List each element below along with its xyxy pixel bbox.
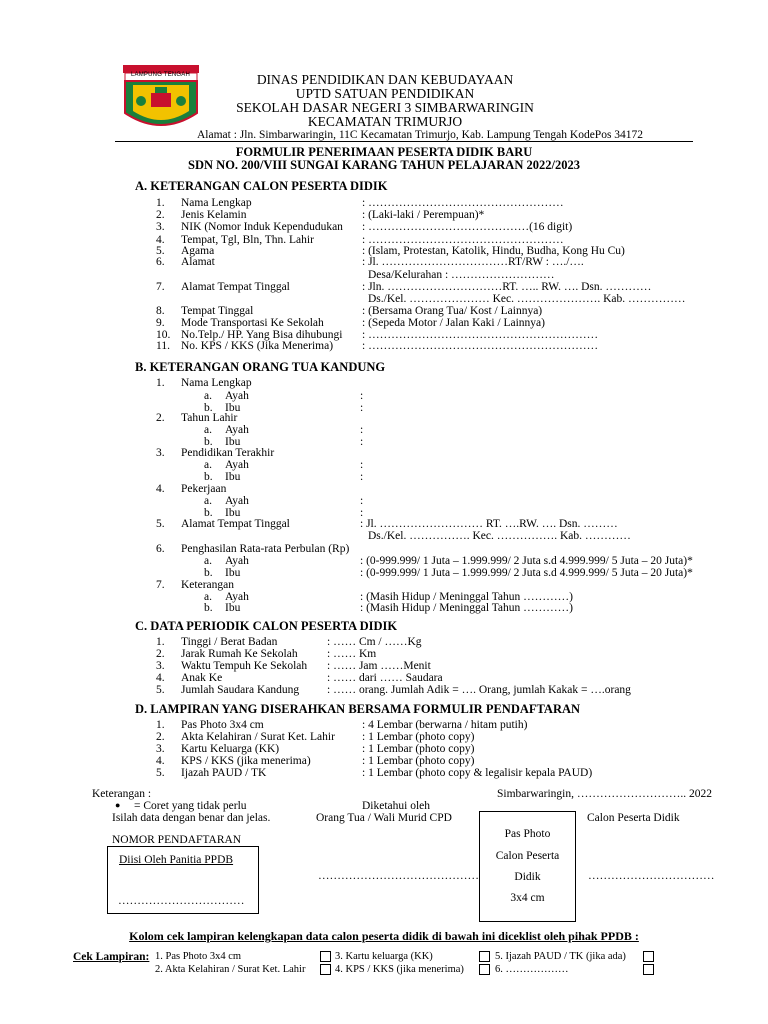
check-item-2-label: 2. Akta Kelahiran / Surat Ket. Lahir (155, 964, 306, 975)
row-value[interactable]: : 1 Lembar (photo copy) (362, 743, 475, 755)
logo-text: LAMPUNG TENGAH (131, 72, 191, 78)
row-number: 6. (156, 543, 165, 555)
row-label: Tempat Tinggal (181, 305, 254, 317)
footer-isilah: Isilah data dengan benar dan jelas. (112, 812, 271, 824)
row-value[interactable]: : …………………………………………………… (362, 329, 599, 341)
row-value[interactable]: : (0-999.999/ 1 Juta – 1.999.999/ 2 Juta s.d 4.999.999/ 5 Juta – 20 Juta)* (360, 555, 693, 567)
section-c-heading: C. DATA PERIODIK CALON PESERTA DIDIK (135, 619, 398, 633)
row-label: Tinggi / Berat Badan (181, 636, 278, 648)
row-label: Pendidikan Terakhir (181, 447, 275, 459)
form-subtitle: SDN NO. 200/VIII SUNGAI KARANG TAHUN PELAJARAN 2022/2023 (188, 158, 580, 172)
ortu-sign-line: …………………………………… (318, 870, 479, 882)
row-label: NIK (Nomor Induk Kependudukan (181, 221, 343, 233)
row-number: 1. (156, 719, 165, 731)
row-sub-letter: a. (204, 555, 212, 567)
photo-line-4: 3x4 cm (510, 892, 545, 904)
row-number: 4. (156, 755, 165, 767)
row-number: 2. (156, 731, 165, 743)
row-number: 5. (156, 767, 165, 779)
row-value[interactable]: : (Islam, Protestan, Katolik, Hindu, Budha, Kong Hu Cu) (362, 245, 625, 257)
row-sub-letter: a. (204, 424, 212, 436)
row-number: 5. (156, 684, 165, 696)
cek-lampiran-label: Cek Lampiran: (73, 951, 150, 963)
row-label: Ayah (225, 495, 249, 507)
row-sub-letter: b. (204, 602, 213, 614)
row-value[interactable]: : (360, 436, 364, 448)
row-label: Ayah (225, 424, 249, 436)
row-number: 11. (156, 340, 170, 352)
row-sub-letter: b. (204, 507, 213, 519)
row-value[interactable]: Ds./Kel. ……………. Kec. ……………. Kab. ………… (368, 530, 631, 542)
row-sub-letter: b. (204, 567, 213, 579)
row-value[interactable]: : …… dari …… Saudara (327, 672, 443, 684)
row-value[interactable]: : (360, 471, 364, 483)
row-label: Ibu (225, 436, 241, 448)
footer-orang-tua: Orang Tua / Wali Murid CPD (316, 812, 452, 824)
row-label: Pas Photo 3x4 cm (181, 719, 264, 731)
diisi-panitia-label: Diisi Oleh Panitia PPDB (119, 854, 234, 866)
row-label: Nama Lengkap (181, 377, 252, 389)
row-number: 3. (156, 447, 165, 459)
header-line-1: DINAS PENDIDIKAN DAN KEBUDAYAAN (256, 72, 514, 87)
row-value[interactable]: : (Masih Hidup / Meninggal Tahun …………) (360, 602, 573, 614)
row-number: 3. (156, 660, 165, 672)
row-label: Tahun Lahir (181, 412, 238, 424)
row-value[interactable]: : 4 Lembar (berwarna / hitam putih) (362, 719, 528, 731)
row-value[interactable]: Ds./Kel. ………………… Kec. …………………. Kab. …………… (368, 293, 686, 305)
row-value[interactable]: : …… orang. Jumlah Adik = …. Orang, jumlah Kakak = ….orang (327, 684, 631, 696)
row-value[interactable]: : …… Km (327, 648, 377, 660)
row-value[interactable]: : Jln. …………………………RT. ….. RW. …. Dsn. ………… (362, 281, 652, 293)
row-label: Jarak Rumah Ke Sekolah (181, 648, 298, 660)
row-number: 7. (156, 579, 165, 591)
row-number: 3. (156, 221, 165, 233)
row-number: 7. (156, 281, 165, 293)
row-number: 4. (156, 672, 165, 684)
row-number: 6. (156, 256, 165, 268)
row-number: 4. (156, 234, 165, 246)
row-label: Keterangan (181, 579, 234, 591)
row-number: 1. (156, 197, 165, 209)
row-number: 5. (156, 245, 165, 257)
row-value[interactable]: : 1 Lembar (photo copy) (362, 731, 475, 743)
footer-keterangan: Keterangan : (92, 788, 152, 800)
row-label: Ayah (225, 591, 249, 603)
row-label: Ibu (225, 507, 241, 519)
row-number: 10. (156, 329, 171, 341)
row-value[interactable]: : (Sepeda Motor / Jalan Kaki / Lainnya) (362, 317, 545, 329)
row-value[interactable]: : ……………………………………(16 digit) (362, 221, 573, 233)
row-value[interactable]: : (360, 402, 364, 414)
row-label: Ibu (225, 471, 241, 483)
row-number: 2. (156, 412, 165, 424)
row-label: Penghasilan Rata-rata Perbulan (Rp) (181, 543, 350, 555)
form-title: FORMULIR PENERIMAAN PESERTA DIDIK BARU (235, 145, 533, 159)
nomor-dots: …………………………… (118, 895, 245, 907)
row-label: Ayah (225, 459, 249, 471)
check-item-2-box[interactable] (320, 964, 331, 975)
row-number: 1. (156, 377, 165, 389)
check-item-4-label: 4. KPS / KKS (jika menerima) (335, 964, 464, 975)
row-sub-letter: b. (204, 436, 213, 448)
row-label: No.Telp./ HP. Yang Bisa dihubungi (181, 329, 343, 341)
footer-coret: = Coret yang tidak perlu (134, 800, 247, 812)
row-number: 9. (156, 317, 165, 329)
row-label: Waktu Tempuh Ke Sekolah (181, 660, 308, 672)
row-number: 1. (156, 636, 165, 648)
row-label: Kartu Keluarga (KK) (181, 743, 280, 755)
row-value[interactable]: Desa/Kelurahan : ……………………… (368, 269, 555, 281)
row-label: Ayah (225, 555, 249, 567)
check-item-5-label: 5. Ijazah PAUD / TK (jika ada) (495, 951, 626, 962)
check-item-6-label: 6. ……………… (495, 964, 569, 975)
row-value[interactable]: : (360, 459, 364, 471)
checklist-title: Kolom cek lampiran kelengkapan data calon peserta didik di bawah ini diceklist oleh pihak PPDB : (129, 929, 639, 943)
check-item-6-box[interactable] (643, 964, 654, 975)
row-label: Tempat, Tgl, Bln, Thn. Lahir (181, 234, 314, 246)
row-label: Jenis Kelamin (181, 209, 247, 221)
section-d-heading: D. LAMPIRAN YANG DISERAHKAN BERSAMA FORMULIR PENDAFTARAN (135, 702, 581, 716)
row-value[interactable]: : …………………………………………………… (362, 340, 599, 352)
row-number: 2. (156, 648, 165, 660)
row-label: Alamat Tempat Tinggal (181, 518, 290, 530)
section-a-heading: A. KETERANGAN CALON PESERTA DIDIK (135, 179, 388, 193)
row-label: Agama (181, 245, 215, 257)
row-label: Alamat (181, 256, 215, 268)
row-label: No. KPS / KKS (Jika Menerima) (181, 340, 334, 352)
row-value[interactable]: : (360, 390, 364, 402)
footer-place-date: Simbarwaringin, ……………………….. 2022 (497, 788, 712, 800)
header-line-3: SEKOLAH DASAR NEGERI 3 SIMBARWARINGIN (236, 100, 534, 115)
row-label: KPS / KKS (jika menerima) (181, 755, 311, 767)
row-number: 4. (156, 483, 165, 495)
check-item-5-box[interactable] (643, 951, 654, 962)
section-b-heading: B. KETERANGAN ORANG TUA KANDUNG (135, 360, 386, 374)
row-number: 3. (156, 743, 165, 755)
row-number: 8. (156, 305, 165, 317)
header-divider (115, 141, 693, 142)
footer-calon: Calon Peserta Didik (587, 812, 680, 824)
row-label: Akta Kelahiran / Surat Ket. Lahir (181, 731, 335, 743)
row-value[interactable]: : …………………………………………… (362, 234, 564, 246)
row-sub-letter: a. (204, 591, 212, 603)
nomor-pendaftaran-box[interactable] (107, 846, 259, 914)
check-item-1-box[interactable] (320, 951, 331, 962)
row-value[interactable]: : (Bersama Orang Tua/ Kost / Lainnya) (362, 305, 543, 317)
row-label: Anak Ke (181, 672, 223, 684)
check-item-4-box[interactable] (479, 964, 490, 975)
row-value[interactable]: : Jl. ……………………………RT/RW : …./…. (362, 256, 584, 268)
row-value[interactable]: : Jl. ……………………… RT. ….RW. …. Dsn. ……… (360, 518, 618, 530)
check-item-3-label: 3. Kartu keluarga (KK) (335, 951, 433, 962)
row-value[interactable]: : (360, 424, 364, 436)
row-sub-letter: b. (204, 471, 213, 483)
row-sub-letter: b. (204, 402, 213, 414)
photo-line-3: Didik (514, 871, 541, 883)
row-label: Ayah (225, 390, 249, 402)
row-number: 5. (156, 518, 165, 530)
calon-sign-line: …………………………… (588, 870, 715, 882)
row-value[interactable]: : (Masih Hidup / Meninggal Tahun …………) (360, 591, 573, 603)
row-sub-letter: a. (204, 459, 212, 471)
row-label: Mode Transportasi Ke Sekolah (181, 317, 324, 329)
row-value[interactable]: : (360, 495, 364, 507)
footer-diketahui: Diketahui oleh (362, 800, 431, 812)
photo-line-2: Calon Peserta (495, 850, 560, 862)
row-value[interactable]: : 1 Lembar (photo copy) (362, 755, 475, 767)
row-sub-letter: a. (204, 390, 212, 402)
row-label: Alamat Tempat Tinggal (181, 281, 290, 293)
row-value[interactable]: : …………………………………………… (362, 197, 564, 209)
photo-line-1: Pas Photo (504, 828, 551, 840)
header-line-2: UPTD SATUAN PENDIDIKAN (295, 86, 475, 101)
row-sub-letter: a. (204, 495, 212, 507)
row-value[interactable]: : 1 Lembar (photo copy & legalisir kepala PAUD) (362, 767, 593, 779)
row-value[interactable]: : …… Jam ……Menit (327, 660, 431, 672)
nomor-pendaftaran-label: NOMOR PENDAFTARAN (112, 834, 242, 846)
row-value[interactable]: : (360, 507, 364, 519)
row-label: Nama Lengkap (181, 197, 252, 209)
check-item-1-label: 1. Pas Photo 3x4 cm (155, 951, 242, 962)
row-value[interactable]: : (0-999.999/ 1 Juta – 1.999.999/ 2 Juta s.d 4.999.999/ 5 Juta – 20 Juta)* (360, 567, 693, 579)
row-label: Pekerjaan (181, 483, 227, 495)
header-line-4: KECAMATAN TRIMURJO (307, 114, 463, 129)
row-label: Ibu (225, 402, 241, 414)
row-number: 2. (156, 209, 165, 221)
row-value[interactable]: : (Laki-laki / Perempuan)* (362, 209, 485, 221)
row-label: Jumlah Saudara Kandung (181, 684, 300, 696)
row-label: Ijazah PAUD / TK (181, 767, 267, 779)
row-value[interactable]: : …… Cm / ……Kg (327, 636, 422, 648)
bullet-icon: ● (115, 800, 121, 810)
check-item-3-box[interactable] (479, 951, 490, 962)
pas-photo-box (479, 811, 576, 922)
row-label: Ibu (225, 602, 241, 614)
row-label: Ibu (225, 567, 241, 579)
header-address: Alamat : Jln. Simbarwaringin, 11C Kecamatan Trimurjo, Kab. Lampung Tengah KodePos 34172 (197, 129, 644, 141)
